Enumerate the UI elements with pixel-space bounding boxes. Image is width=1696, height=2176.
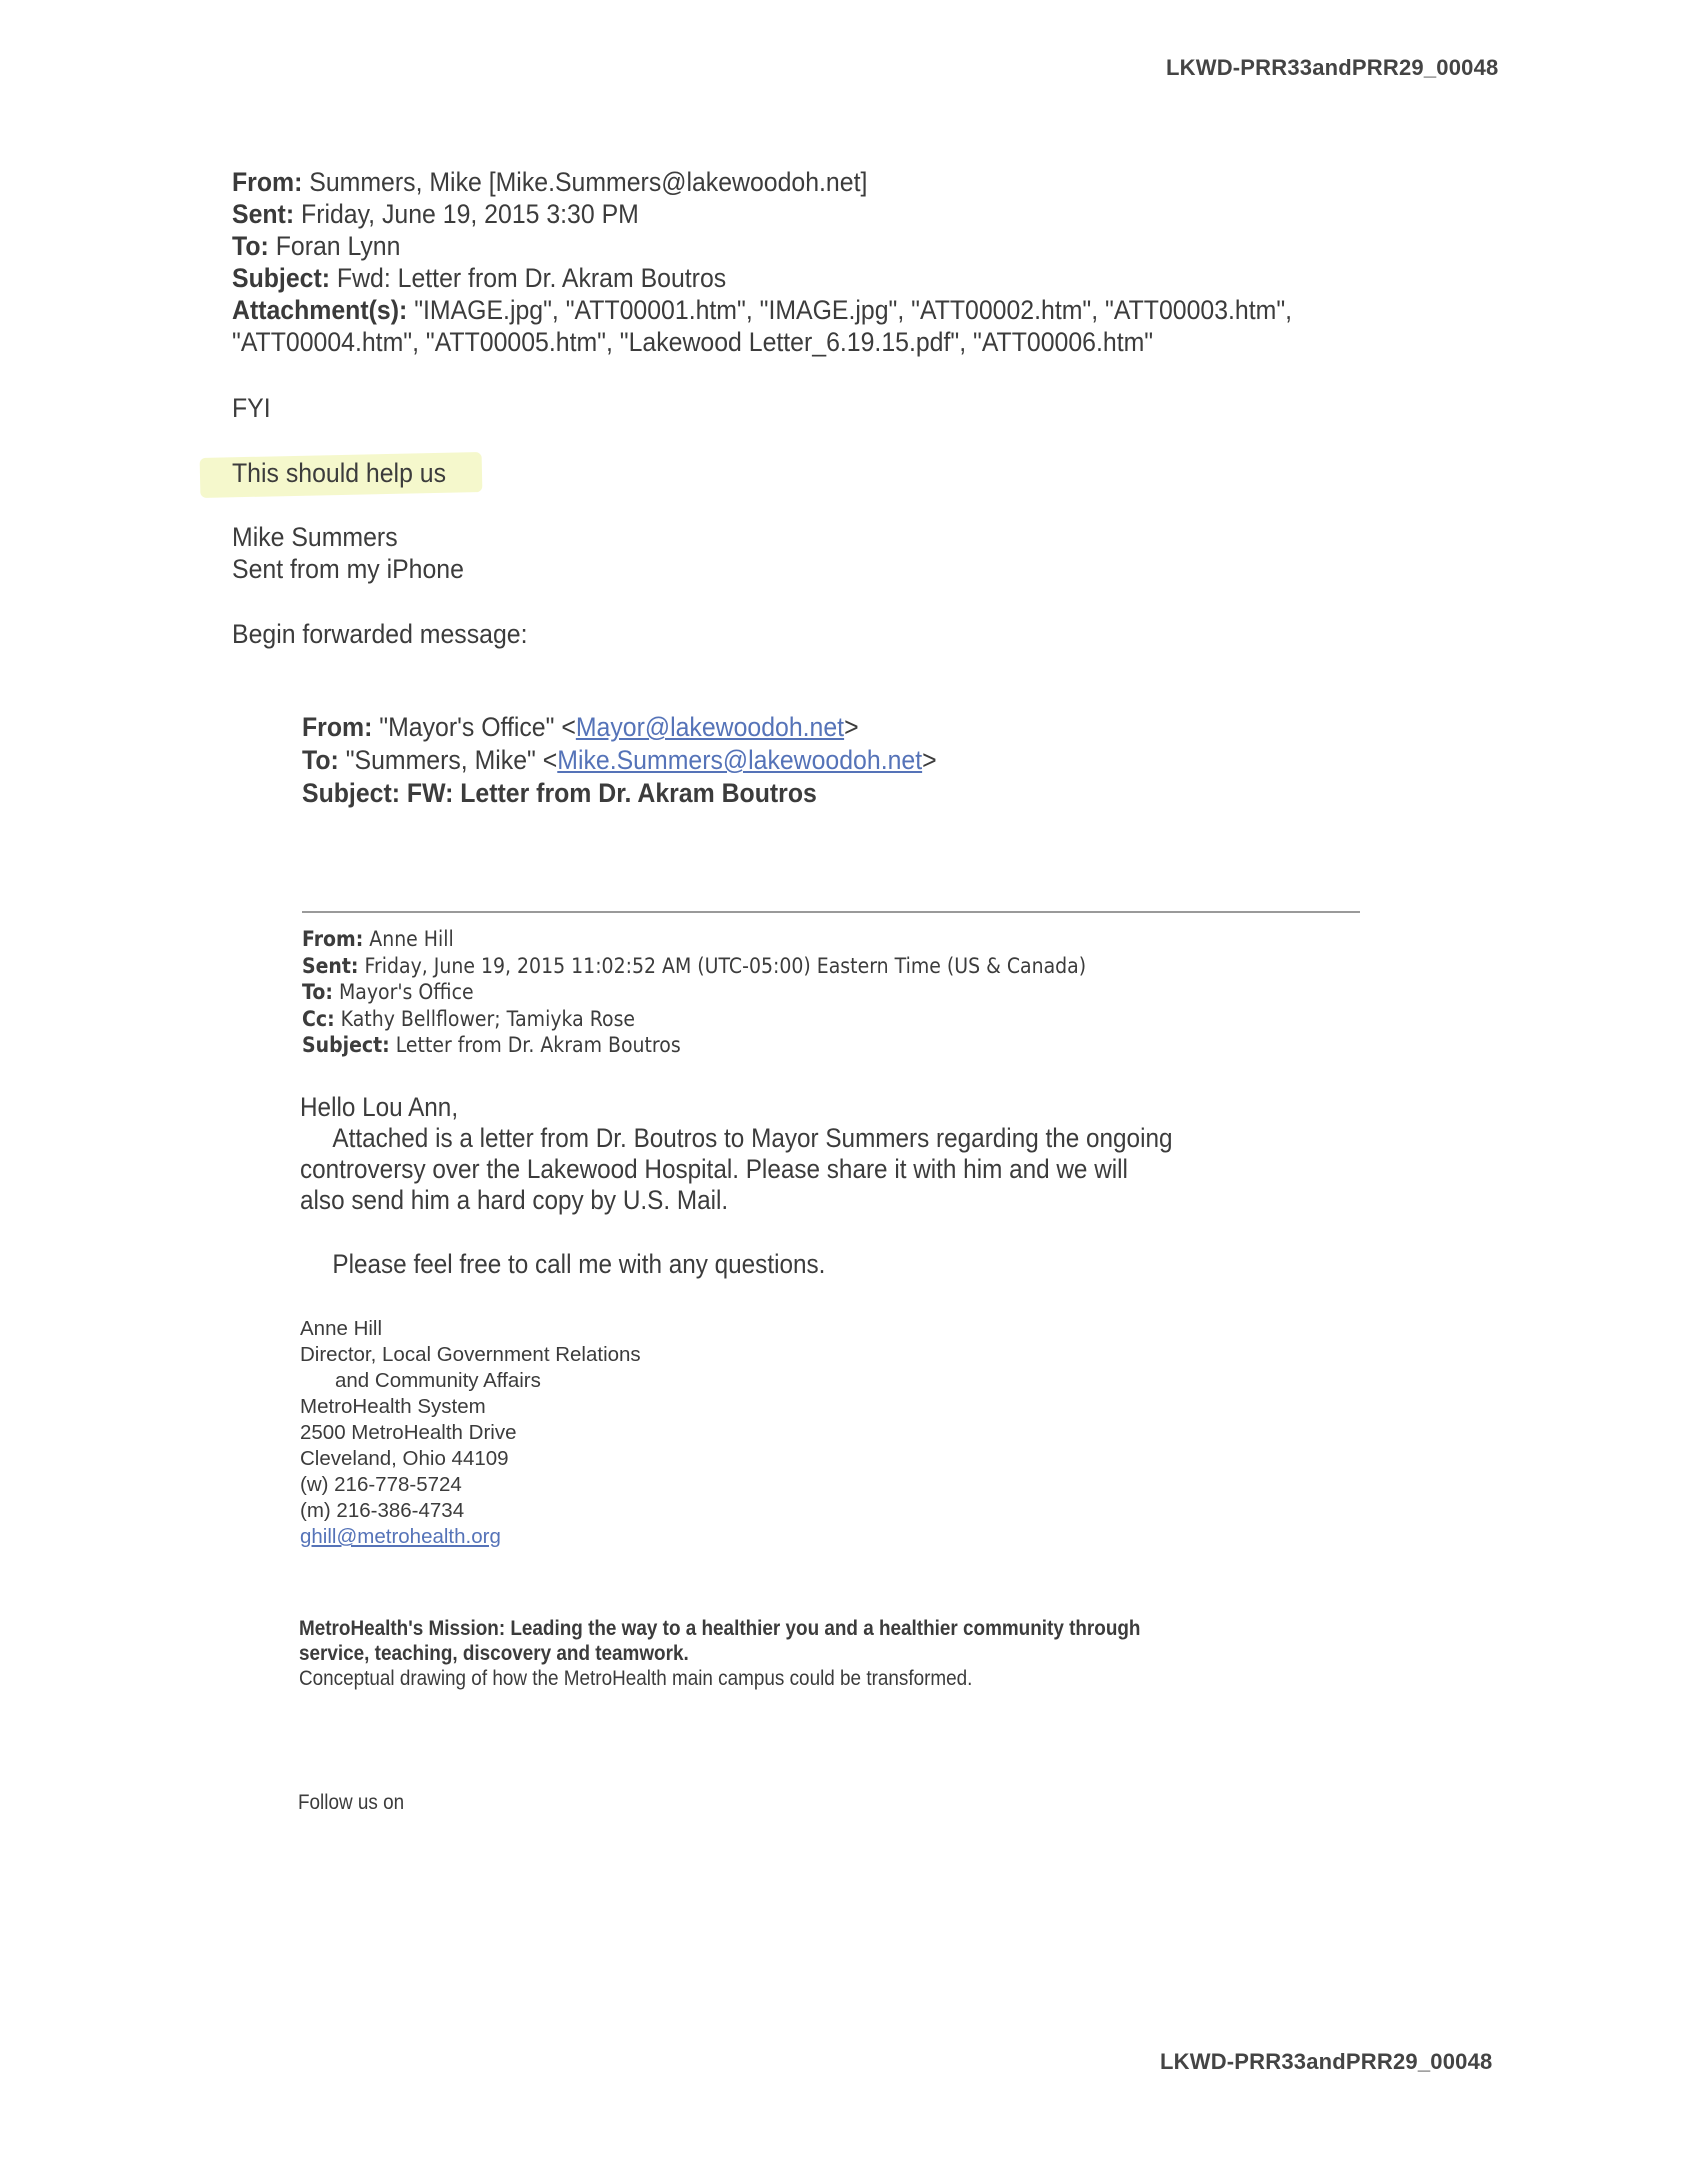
- orig-subject-row: [302, 1032, 1086, 1059]
- orig-from-label: From:: [302, 927, 364, 951]
- original-email-header: [302, 926, 1086, 1059]
- outer-attachments-row-2: [232, 326, 1292, 358]
- sig-phone-mobile: (m) 216-386-4734: [300, 1499, 465, 1522]
- fwd-to-email-link[interactable]: Mike.Summers@lakewoodoh.net: [557, 745, 923, 775]
- sig-name: Anne Hill: [300, 1317, 383, 1340]
- outer-from-value: Summers, Mike [Mike.Summers@lakewoodoh.net]: [309, 167, 868, 197]
- outer-sent-value: Friday, June 19, 2015 3:30 PM: [301, 199, 639, 229]
- outer-sent-row: [232, 198, 1292, 230]
- fwd-to-close: >: [922, 745, 937, 775]
- fwd-to-row: [302, 744, 937, 777]
- sig-phone-work: (w) 216-778-5724: [300, 1473, 462, 1496]
- outer-sent-label: Sent:: [232, 199, 295, 229]
- orig-to-value: Mayor's Office: [338, 980, 474, 1004]
- sig-org: MetroHealth System: [300, 1395, 486, 1418]
- orig-subject-value: Letter from Dr. Akram Boutros: [395, 1033, 681, 1057]
- outer-attachments-label: Attachment(s):: [232, 295, 408, 325]
- outer-subject-row: [232, 262, 1292, 294]
- orig-sent-value: Friday, June 19, 2015 11:02:52 AM (UTC-05:00) Eastern Time (US & Canada): [364, 953, 1087, 978]
- letter-para1-line2: controversy over the Lakewood Hospital. Please share it with him and we will: [300, 1154, 1128, 1184]
- sig-address-1: 2500 MetroHealth Drive: [300, 1421, 517, 1444]
- fwd-from-row: [302, 711, 937, 744]
- orig-cc-label: Cc:: [302, 1006, 335, 1031]
- orig-to-row: [302, 979, 1086, 1006]
- letter-greeting: Hello Lou Ann,: [300, 1092, 459, 1122]
- outer-email-header: [232, 166, 1292, 358]
- letter-para2: Please feel free to call me with any questions.: [332, 1249, 826, 1279]
- fwd-from-email-link[interactable]: Mayor@lakewoodoh.net: [575, 712, 845, 742]
- signature-block: [300, 1316, 641, 1550]
- outer-attachments-row: [232, 294, 1292, 326]
- orig-sent-row: [302, 953, 1086, 980]
- sig-email-link[interactable]: ghill@metrohealth.org: [300, 1525, 501, 1548]
- message-divider: [302, 911, 1360, 913]
- outer-from-label: From:: [232, 167, 303, 197]
- fwd-subject-row: [302, 777, 937, 810]
- orig-to-label: To:: [302, 980, 333, 1004]
- mission-block: [299, 1616, 1140, 1691]
- bates-number-top: LKWD-PRR33andPRR29_00048: [1166, 55, 1499, 80]
- fwd-from-close: >: [844, 712, 859, 742]
- fwd-to-label: To:: [302, 745, 339, 775]
- outer-subject-label: Subject:: [232, 263, 330, 293]
- letter-para1-line3: also send him a hard copy by U.S. Mail.: [300, 1185, 729, 1215]
- fwd-from-label: From:: [302, 712, 373, 742]
- outer-body-help: This should help us: [232, 458, 447, 488]
- letter-para1-line1: Attached is a letter from Dr. Boutros to Mayor Summers regarding the ongoing: [332, 1123, 1173, 1153]
- outer-to-row: [232, 230, 1292, 262]
- letter-body: [300, 1092, 1173, 1280]
- mission-caption: Conceptual drawing of how the MetroHealth main campus could be transformed.: [299, 1667, 973, 1690]
- outer-sig-device: Sent from my iPhone: [232, 554, 464, 584]
- sig-title-1: Director, Local Government Relations: [300, 1343, 641, 1366]
- outer-sig-name: Mike Summers: [232, 522, 398, 552]
- orig-from-row: [302, 926, 1086, 953]
- orig-subject-label: Subject:: [302, 1033, 390, 1057]
- bates-number-bottom: LKWD-PRR33andPRR29_00048: [1160, 2049, 1493, 2074]
- outer-attachments-line1[interactable]: "IMAGE.jpg", "ATT00001.htm", "IMAGE.jpg", "ATT00002.htm", "ATT00003.htm",: [414, 295, 1293, 325]
- sig-address-2: Cleveland, Ohio 44109: [300, 1447, 509, 1470]
- orig-cc-row: [302, 1006, 1086, 1033]
- mission-line-2: service, teaching, discovery and teamwork.: [299, 1642, 689, 1665]
- orig-from-value: Anne Hill: [369, 927, 454, 951]
- follow-us-text: Follow us on: [298, 1791, 405, 1814]
- sig-title-2: and Community Affairs: [335, 1369, 541, 1392]
- forward-intro: Begin forwarded message:: [232, 619, 528, 649]
- outer-subject-value: Fwd: Letter from Dr. Akram Boutros: [336, 263, 727, 293]
- fwd-subject-value: FW: Letter from Dr. Akram Boutros: [406, 778, 817, 808]
- orig-cc-value: Kathy Bellflower; Tamiyka Rose: [340, 1006, 636, 1031]
- orig-sent-label: Sent:: [302, 953, 359, 978]
- fwd-from-name: "Mayor's Office" <: [379, 712, 576, 742]
- outer-to-label: To:: [232, 231, 269, 261]
- outer-from-row: [232, 166, 1292, 198]
- forwarded-email-header: [302, 711, 937, 810]
- outer-to-value: Foran Lynn: [275, 231, 401, 261]
- fwd-subject-label: Subject:: [302, 778, 400, 808]
- fwd-to-name: "Summers, Mike" <: [345, 745, 558, 775]
- outer-body-fyi: FYI: [232, 393, 271, 423]
- outer-attachments-line2[interactable]: "ATT00004.htm", "ATT00005.htm", "Lakewood Letter_6.19.15.pdf", "ATT00006.htm": [232, 327, 1154, 357]
- mission-line-1: MetroHealth's Mission: Leading the way to a healthier you and a healthier community through: [299, 1617, 1141, 1640]
